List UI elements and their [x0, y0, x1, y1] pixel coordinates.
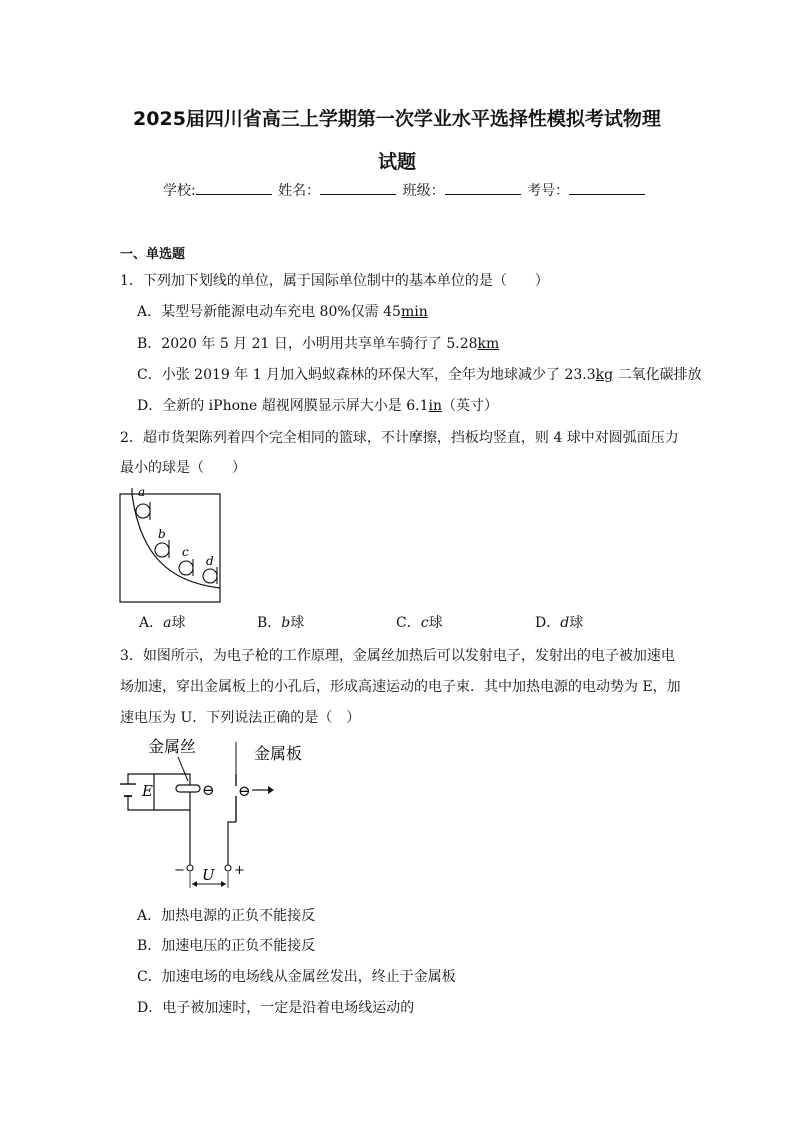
class-label: 班级：: [402, 183, 445, 199]
ball-a: [136, 504, 150, 518]
q3-stem-line2: 场加速，穿出金属板上的小孔后，形成高速运动的电子束．其中加热电源的电动势为 E，加: [120, 679, 681, 695]
minus-sign: −: [174, 863, 185, 878]
q2-option-a: A．a球: [139, 615, 186, 631]
q3-stem-line3: 速电压为 U．下列说法正确的是（ ）: [120, 710, 361, 726]
q2-shelf-figure: [118, 484, 224, 606]
ball-b: [155, 543, 169, 557]
q2-stem-line2: 最小的球是（ ）: [120, 460, 246, 476]
school-blank[interactable]: [196, 182, 272, 195]
q1-option-d: D．全新的 iPhone 超视网膜显示屏大小是 6.1in（英寸）: [137, 398, 498, 414]
class-blank[interactable]: [445, 182, 521, 195]
q3-option-b: B．加速电压的正负不能接反: [137, 938, 316, 954]
plus-sign: +: [234, 863, 245, 878]
q3-stem-line1: 3．如图所示，为电子枪的工作原理，金属丝加热后可以发射电子，发射出的电子被加速电: [120, 648, 675, 664]
terminal-minus: [187, 865, 193, 871]
q3-option-c: C．加速电场的电场线从金属丝发出，终止于金属板: [137, 969, 456, 985]
ball-d: [203, 569, 217, 583]
voltage-label: U: [202, 866, 215, 884]
label-b: b: [158, 527, 166, 541]
electron-symbol-2: ⊖: [238, 782, 251, 800]
electron-symbol-1: ⊖: [202, 781, 215, 799]
q1-option-c: C．小张 2019 年 1 月加入蚂蚁森林的环保大军，全年为地球减少了 23.3kg 二氧化碳排放: [137, 367, 702, 383]
q1-option-a: A．某型号新能源电动车充电 80%仅需 45min: [137, 304, 428, 320]
school-label: 学校:: [163, 183, 196, 199]
section-heading: 一、单选题: [120, 247, 186, 262]
q2-arc-surface: [132, 494, 220, 588]
name-label: 姓名：: [278, 183, 321, 199]
exam-number-blank[interactable]: [569, 182, 645, 195]
q2-stem-line1: 2．超市货架陈列着四个完全相同的篮球，不计摩擦，挡板均竖直，则 4 球中对圆弧面压力: [120, 430, 679, 446]
q2-option-b: B．b球: [257, 615, 305, 631]
student-info-line: [163, 180, 647, 200]
emf-label: E: [142, 782, 153, 800]
label-c: c: [182, 545, 189, 559]
q1-option-b: B．2020 年 5 月 21 日，小明用共享单车骑行了 5.28km: [137, 336, 500, 352]
q3-option-d: D．电子被加速时，一定是沿着电场线运动的: [137, 1000, 415, 1016]
plate-label: 金属板: [254, 744, 303, 763]
q3-electron-gun-figure: [116, 734, 316, 890]
terminal-plus: [225, 865, 231, 871]
wire-label: 金属丝: [148, 737, 197, 756]
q2-option-c: C．c球: [396, 615, 443, 631]
q3-option-a: A．加热电源的正负不能接反: [137, 908, 316, 924]
name-blank[interactable]: [320, 182, 396, 195]
exam-number-label: 考号：: [527, 183, 570, 199]
page-title-cont: 试题: [377, 151, 416, 173]
ball-c: [179, 561, 193, 575]
label-d: d: [206, 554, 214, 568]
q1-stem: 1．下列加下划线的单位，属于国际单位制中的基本单位的是（ ）: [120, 273, 549, 289]
filament: [176, 785, 200, 792]
q2-option-d: D．d球: [535, 615, 584, 631]
label-a: a: [138, 485, 146, 499]
beam-arrow: [268, 786, 274, 794]
page-title: 2025届四川省高三上学期第一次学业水平选择性模拟考试物理: [133, 108, 661, 130]
